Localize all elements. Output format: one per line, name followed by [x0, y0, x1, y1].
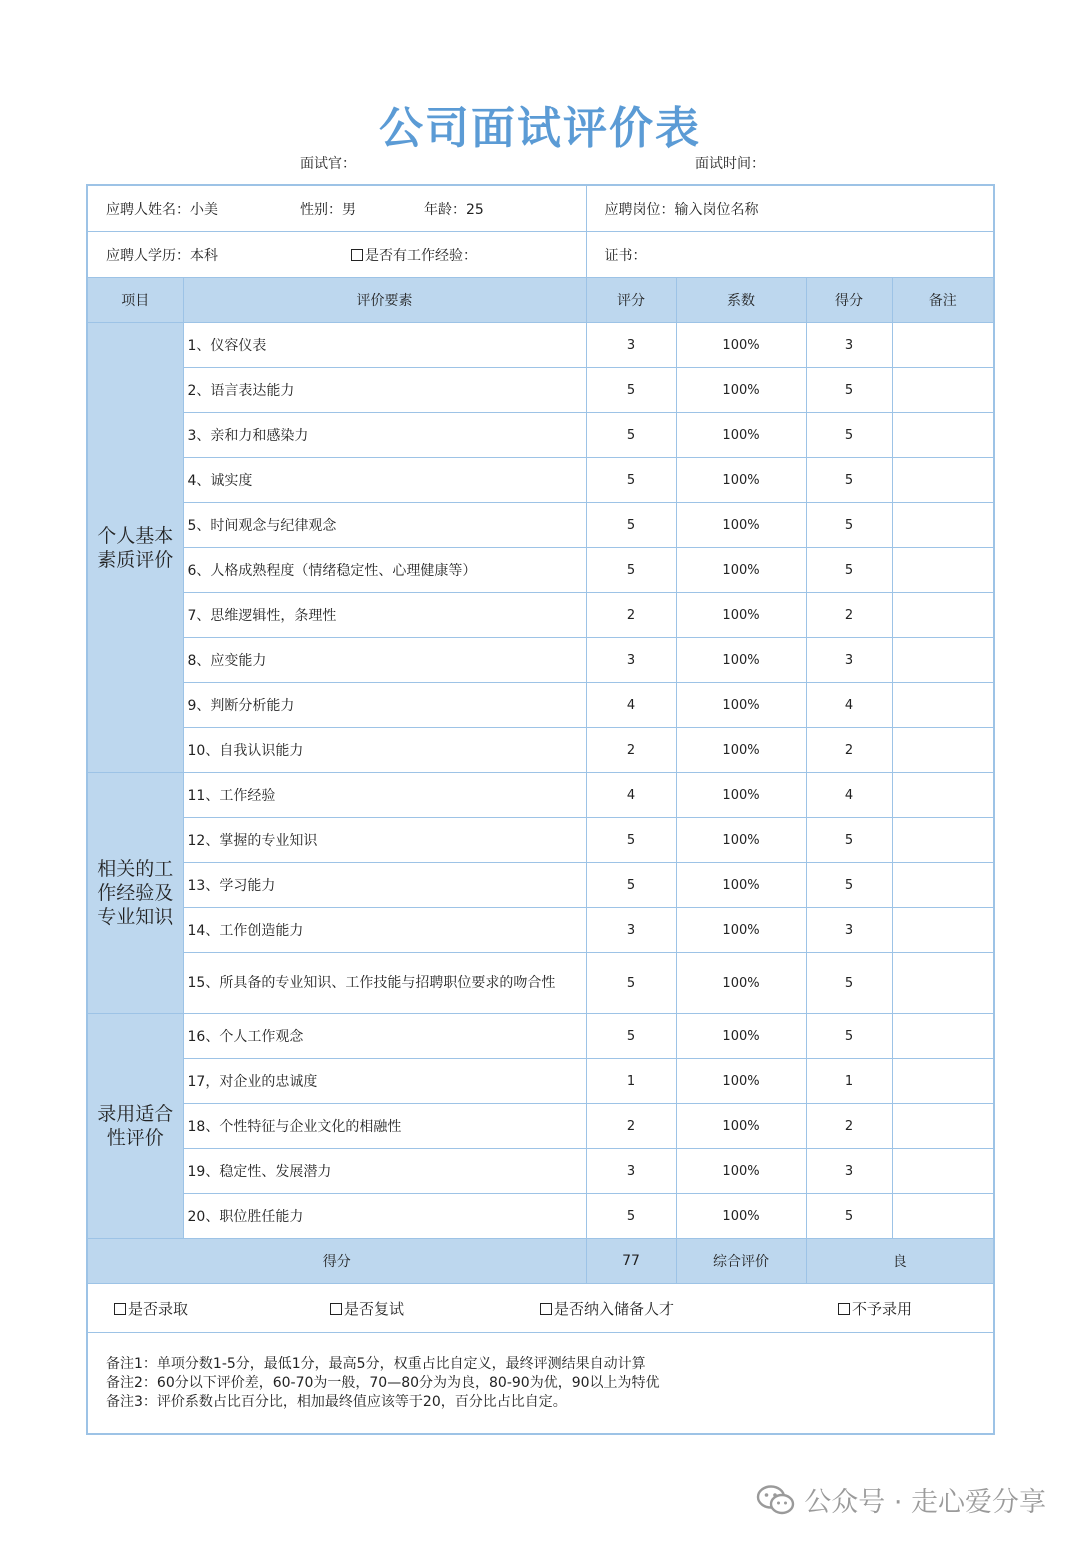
- candidate-certificate[interactable]: 证书：: [586, 232, 994, 278]
- result-cell[interactable]: 3: [806, 638, 892, 683]
- coef-cell[interactable]: 100%: [676, 863, 806, 908]
- table-row: [87, 413, 994, 458]
- item-cell: 10、自我认识能力: [183, 728, 586, 773]
- total-label: 得分: [87, 1239, 586, 1284]
- coef-cell[interactable]: 100%: [676, 413, 806, 458]
- evaluation-table: [86, 184, 995, 1435]
- item-cell: 7、思维逻辑性，条理性: [183, 593, 586, 638]
- score-cell[interactable]: 5: [586, 413, 676, 458]
- remark-cell[interactable]: [892, 323, 994, 368]
- header-remark: 备注: [892, 278, 994, 323]
- result-cell[interactable]: 5: [806, 503, 892, 548]
- score-cell[interactable]: 4: [586, 683, 676, 728]
- checkbox-icon[interactable]: [114, 1303, 126, 1315]
- table-row: [87, 1059, 994, 1104]
- remark-cell[interactable]: [892, 908, 994, 953]
- header-score: 评分: [586, 278, 676, 323]
- remark-cell[interactable]: [892, 593, 994, 638]
- reject-checkbox[interactable]: 不予录用: [838, 1298, 912, 1319]
- coef-cell[interactable]: 100%: [676, 1149, 806, 1194]
- coef-cell[interactable]: 100%: [676, 1194, 806, 1239]
- result-cell[interactable]: 5: [806, 953, 892, 1014]
- item-cell: 5、时间观念与纪律观念: [183, 503, 586, 548]
- note-line: 备注2：60分以下评价差，60-70为一般，70—80分为为良，80-90为优，90以上为特优: [106, 1374, 660, 1391]
- result-cell[interactable]: 3: [806, 1149, 892, 1194]
- remark-cell[interactable]: [892, 1014, 994, 1059]
- coef-cell[interactable]: 100%: [676, 368, 806, 413]
- score-cell[interactable]: 3: [586, 323, 676, 368]
- item-cell: 12、掌握的专业知识: [183, 818, 586, 863]
- candidate-row-1: [87, 185, 994, 232]
- header-element: 评价要素: [183, 278, 586, 323]
- table-row: [87, 953, 994, 1014]
- remark-cell[interactable]: [892, 1194, 994, 1239]
- coef-cell[interactable]: 100%: [676, 323, 806, 368]
- checkbox-icon[interactable]: [351, 249, 363, 261]
- reserve-checkbox[interactable]: 是否纳入储备人才: [540, 1298, 674, 1319]
- reinterview-checkbox[interactable]: 是否复试: [330, 1298, 404, 1319]
- coef-cell[interactable]: 100%: [676, 1059, 806, 1104]
- result-cell[interactable]: 4: [806, 773, 892, 818]
- result-cell[interactable]: 5: [806, 548, 892, 593]
- remark-cell[interactable]: [892, 863, 994, 908]
- result-cell[interactable]: 2: [806, 593, 892, 638]
- table-row: [87, 323, 994, 368]
- table-row: [87, 1104, 994, 1149]
- score-cell[interactable]: 2: [586, 728, 676, 773]
- note-line: 备注1：单项分数1-5分，最低1分，最高5分，权重占比自定义，最终评测结果自动计算: [106, 1355, 646, 1372]
- candidate-education[interactable]: 应聘人学历：本科: [106, 247, 218, 264]
- category-label-line: 素质评价: [97, 548, 174, 571]
- result-cell[interactable]: 4: [806, 683, 892, 728]
- interview-time-label: 面试时间：: [695, 156, 765, 172]
- candidate-row-2: [87, 232, 994, 278]
- table-row: [87, 548, 994, 593]
- coef-cell[interactable]: 100%: [676, 1104, 806, 1149]
- item-cell: 15、所具备的专业知识、工作技能与招聘职位要求的吻合性: [183, 953, 586, 1014]
- table-row: [87, 1149, 994, 1194]
- result-cell[interactable]: 5: [806, 1014, 892, 1059]
- item-cell: 4、诚实度: [183, 458, 586, 503]
- item-cell: 2、语言表达能力: [183, 368, 586, 413]
- table-row: [87, 638, 994, 683]
- category-label-line: 个人基本: [97, 524, 174, 547]
- coef-cell[interactable]: 100%: [676, 773, 806, 818]
- score-cell[interactable]: 5: [586, 548, 676, 593]
- score-cell[interactable]: 3: [586, 1149, 676, 1194]
- notes-row: [87, 1333, 994, 1435]
- item-cell: 20、职位胜任能力: [183, 1194, 586, 1239]
- category-label-line: 录用适合: [97, 1103, 174, 1125]
- score-cell[interactable]: 1: [586, 1059, 676, 1104]
- experience-checkbox[interactable]: 是否有工作经验：: [351, 245, 477, 265]
- table-row: [87, 818, 994, 863]
- result-cell[interactable]: 5: [806, 368, 892, 413]
- table-row: [87, 593, 994, 638]
- category-cell: [87, 773, 183, 1014]
- score-cell[interactable]: 5: [586, 818, 676, 863]
- result-cell[interactable]: 5: [806, 413, 892, 458]
- watermark: [756, 1480, 1046, 1519]
- score-cell[interactable]: 3: [586, 908, 676, 953]
- result-cell[interactable]: 3: [806, 908, 892, 953]
- candidate-gender[interactable]: 性别：男: [300, 201, 356, 218]
- table-row: [87, 1014, 994, 1059]
- score-cell[interactable]: 3: [586, 638, 676, 683]
- score-cell[interactable]: 2: [586, 593, 676, 638]
- coef-cell[interactable]: 100%: [676, 953, 806, 1014]
- category-cell: [87, 1014, 183, 1239]
- candidate-position[interactable]: 应聘岗位：输入岗位名称: [586, 185, 994, 232]
- remark-cell[interactable]: [892, 548, 994, 593]
- score-cell[interactable]: 4: [586, 773, 676, 818]
- result-cell[interactable]: 2: [806, 728, 892, 773]
- score-cell[interactable]: 5: [586, 368, 676, 413]
- item-cell: 17，对企业的忠诚度: [183, 1059, 586, 1104]
- note-line: 备注3：评价系数占比百分比，相加最终值应该等于20，百分比占比自定。: [106, 1393, 567, 1410]
- score-cell[interactable]: 5: [586, 1014, 676, 1059]
- category-cell: [87, 323, 183, 773]
- result-cell[interactable]: 5: [806, 818, 892, 863]
- coef-cell[interactable]: 100%: [676, 908, 806, 953]
- score-cell[interactable]: 5: [586, 503, 676, 548]
- item-cell: 6、人格成熟程度（情绪稳定性、心理健康等）: [183, 548, 586, 593]
- remark-cell[interactable]: [892, 1059, 994, 1104]
- result-cell[interactable]: 3: [806, 323, 892, 368]
- remark-cell[interactable]: [892, 458, 994, 503]
- table-row: [87, 1194, 994, 1239]
- page-title: 公司面试评价表: [379, 103, 701, 154]
- overall-label: 综合评价: [676, 1239, 806, 1284]
- remark-cell[interactable]: [892, 683, 994, 728]
- remark-cell[interactable]: [892, 1104, 994, 1149]
- remark-cell[interactable]: [892, 638, 994, 683]
- table-row: [87, 773, 994, 818]
- overall-value: 良: [806, 1239, 994, 1284]
- item-cell: 1、仪容仪表: [183, 323, 586, 368]
- result-cell[interactable]: 1: [806, 1059, 892, 1104]
- table-row: [87, 683, 994, 728]
- wechat-icon: [756, 1484, 796, 1516]
- header-result: 得分: [806, 278, 892, 323]
- item-cell: 16、个人工作观念: [183, 1014, 586, 1059]
- hire-checkbox[interactable]: 是否录取: [114, 1298, 188, 1319]
- table-header: [87, 278, 994, 323]
- header-coef: 系数: [676, 278, 806, 323]
- remark-cell[interactable]: [892, 368, 994, 413]
- remark-cell[interactable]: [892, 773, 994, 818]
- table-row: [87, 863, 994, 908]
- item-cell: 3、亲和力和感染力: [183, 413, 586, 458]
- remark-cell[interactable]: [892, 818, 994, 863]
- checkbox-icon[interactable]: [838, 1303, 850, 1315]
- result-cell[interactable]: 5: [806, 458, 892, 503]
- coef-cell[interactable]: 100%: [676, 593, 806, 638]
- coef-cell[interactable]: 100%: [676, 1014, 806, 1059]
- item-cell: 13、学习能力: [183, 863, 586, 908]
- item-cell: 14、工作创造能力: [183, 908, 586, 953]
- category-label-line: 专业知识: [97, 906, 174, 928]
- header-category: 项目: [87, 278, 183, 323]
- remark-cell[interactable]: [892, 953, 994, 1014]
- result-cell[interactable]: 5: [806, 1194, 892, 1239]
- remark-cell[interactable]: [892, 728, 994, 773]
- score-cell[interactable]: 5: [586, 953, 676, 1014]
- checkbox-icon[interactable]: [540, 1303, 552, 1315]
- remark-cell[interactable]: [892, 503, 994, 548]
- candidate-age[interactable]: 年龄：25: [424, 201, 484, 218]
- table-row: [87, 458, 994, 503]
- category-label-line: 性评价: [106, 1127, 164, 1149]
- coef-cell[interactable]: 100%: [676, 548, 806, 593]
- table-row: [87, 503, 994, 548]
- decision-row: [87, 1284, 994, 1333]
- coef-cell[interactable]: 100%: [676, 638, 806, 683]
- coef-cell[interactable]: 100%: [676, 503, 806, 548]
- score-cell[interactable]: 5: [586, 1194, 676, 1239]
- interviewer-label: 面试官：: [300, 156, 356, 172]
- score-cell[interactable]: 2: [586, 1104, 676, 1149]
- remark-cell[interactable]: [892, 1149, 994, 1194]
- candidate-name[interactable]: 应聘人姓名：小美: [106, 201, 218, 218]
- table-row: [87, 908, 994, 953]
- watermark-text: 公众号 · 走心爱分享: [804, 1487, 1046, 1518]
- table-row: [87, 728, 994, 773]
- result-cell[interactable]: 2: [806, 1104, 892, 1149]
- category-label-line: 作经验及: [97, 882, 174, 904]
- result-cell[interactable]: 5: [806, 863, 892, 908]
- coef-cell[interactable]: 100%: [676, 728, 806, 773]
- category-label-line: 相关的工: [97, 858, 174, 880]
- item-cell: 18、个性特征与企业文化的相融性: [183, 1104, 586, 1149]
- item-cell: 19、稳定性、发展潜力: [183, 1149, 586, 1194]
- score-cell[interactable]: 5: [586, 863, 676, 908]
- item-cell: 9、判断分析能力: [183, 683, 586, 728]
- remark-cell[interactable]: [892, 413, 994, 458]
- coef-cell[interactable]: 100%: [676, 818, 806, 863]
- score-cell[interactable]: 5: [586, 458, 676, 503]
- total-row: [87, 1239, 994, 1284]
- item-cell: 11、工作经验: [183, 773, 586, 818]
- coef-cell[interactable]: 100%: [676, 683, 806, 728]
- coef-cell[interactable]: 100%: [676, 458, 806, 503]
- total-score: 77: [586, 1239, 676, 1284]
- item-cell: 8、应变能力: [183, 638, 586, 683]
- checkbox-icon[interactable]: [330, 1303, 342, 1315]
- table-row: [87, 368, 994, 413]
